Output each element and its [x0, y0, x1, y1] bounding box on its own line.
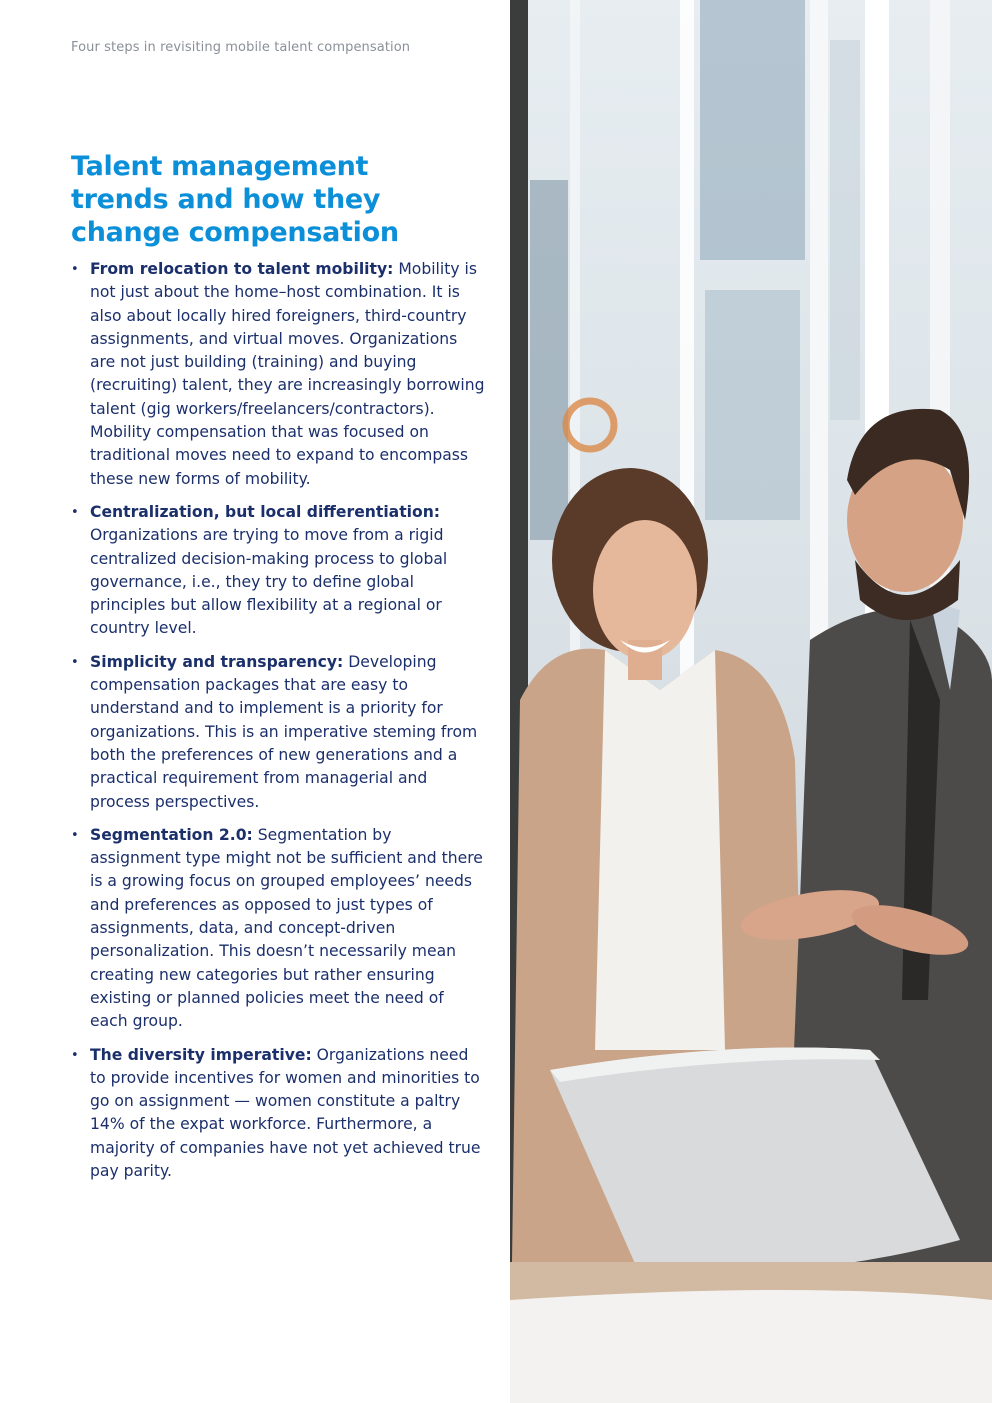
running-header: Four steps in revisiting mobile talent compensation [71, 40, 411, 55]
bullet-lead: Segmentation 2.0: [90, 825, 253, 844]
bullet-lead: Centralization, but local differentiation: [90, 502, 441, 521]
photo-illustration [510, 0, 992, 1403]
trends-list [71, 258, 486, 1193]
bullet-lead: From relocation to talent mobility: [90, 260, 394, 278]
list-item [71, 501, 486, 641]
bullet-text: Organizations need to provide incentives for women and minorities to go on assignment — women constitute a paltry 14% of the expat workforce. Furthermore, a majority of companies have not yet achieved true pay parity. [90, 1045, 481, 1180]
bullet-text: Developing compensation packages that are easy to understand and to implement is a priority for organizations. This is an imperative steming from both the preferences of new generations and a practical requirement from managerial and process perspectives. [90, 652, 478, 811]
list-item [71, 824, 486, 1034]
list-item [71, 651, 486, 814]
bullet-lead: The diversity imperative: [90, 1045, 312, 1064]
section-title: Talent management trends and how they change compensation [71, 151, 399, 248]
bullet-lead: Simplicity and transparency: [90, 652, 344, 671]
bullet-text: Segmentation by assignment type might not be sufficient and there is a growing focus on grouped employees’ needs and preferences as opposed to just types of assignments, data, and concept-driven personalization. This doesn’t necessarily mean creating new categories but rather ensuring existing or planned policies meet the need of each group. [90, 825, 483, 1031]
two-colleagues-with-laptop-photo [510, 0, 992, 1403]
bullet-text: Organizations are trying to move from a rigid centralized decision-making process to global governance, i.e., they try to define global principles but allow flexibility at a regional or country level. [90, 526, 448, 638]
list-item [71, 1044, 486, 1184]
list-item [71, 258, 486, 491]
bullet-text: Mobility is not just about the home–host combination. It is also about locally hired foreigners, third-country assignments, and virtual moves. Organizations are not just building (training) and buying (recruiting) talent, they are increasingly borrowing talent (gig workers/freelancers/contractors). Mobility compensation that was focused on traditional moves need to expand to encompass these new forms of mobility. [90, 260, 485, 488]
